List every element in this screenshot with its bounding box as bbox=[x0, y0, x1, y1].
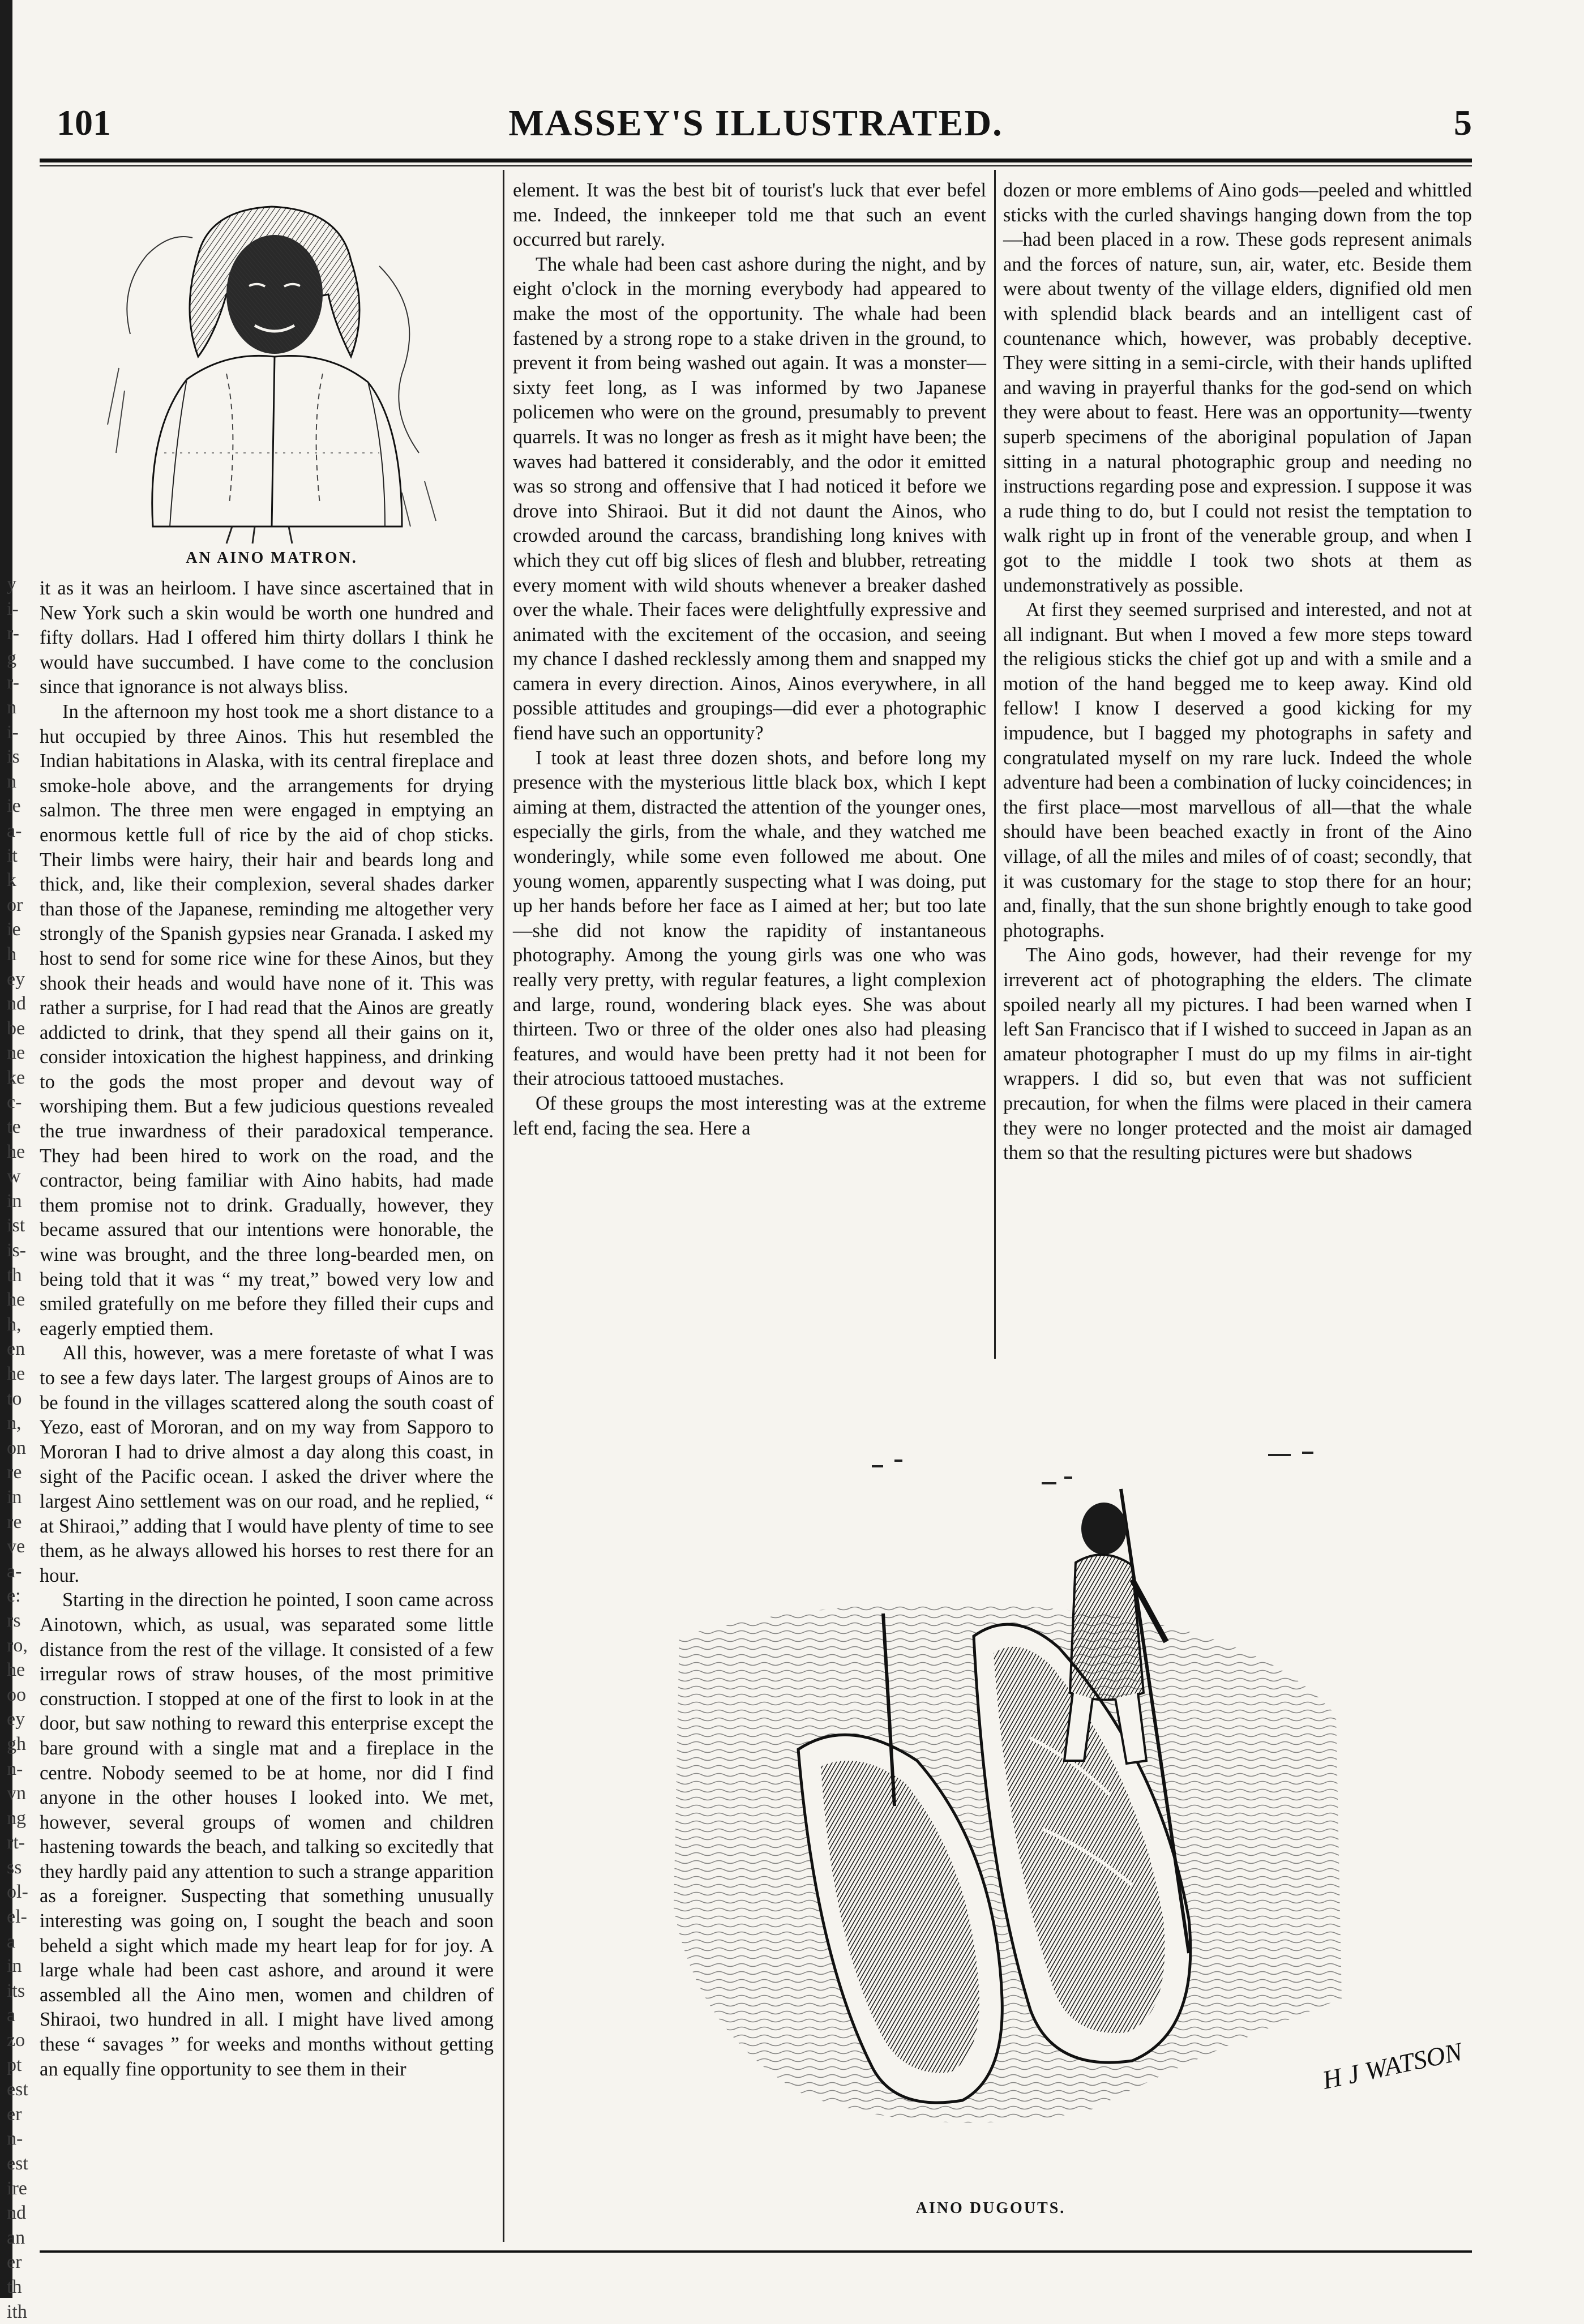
masthead-title: MASSEY'S ILLUSTRATED. bbox=[508, 102, 1003, 144]
gutter-fragment: e: bbox=[7, 1585, 21, 1607]
gutter-fragment: n bbox=[7, 696, 16, 718]
gutter-fragment: a bbox=[7, 2005, 16, 2026]
gutter-fragment: oo bbox=[7, 1684, 26, 1705]
gutter-fragment: est bbox=[7, 2153, 28, 2174]
gutter-fragment: re bbox=[7, 1511, 22, 1533]
page-header bbox=[40, 91, 1472, 159]
gutter-fragment: he bbox=[7, 1289, 25, 1311]
column-rule-1 bbox=[503, 170, 504, 2242]
gutter-fragment: h bbox=[7, 943, 16, 965]
gutter-fragment: n, bbox=[7, 1413, 22, 1434]
gutter-fragment: a- bbox=[7, 820, 22, 841]
gutter-fragment: r- bbox=[7, 623, 19, 644]
gutter-fragment: ey bbox=[7, 1709, 25, 1730]
gutter-fragment: it bbox=[7, 845, 18, 866]
gutter-fragment: or bbox=[7, 894, 23, 915]
gutter-fragment: gh bbox=[7, 1733, 26, 1754]
gutter-fragment: he bbox=[7, 1659, 25, 1681]
gutter-fragment: el- bbox=[7, 1906, 27, 1928]
gutter-fragment: k bbox=[7, 870, 16, 891]
gutter-fragment: pt bbox=[7, 2054, 22, 2075]
matron-caption: AN AINO MATRON. bbox=[186, 549, 358, 567]
paragraph: Starting in the direction he pointed, I soon came across Ainotown, which, as usual, was separated some little distance from the rest of the village. It consisted of a few irregular rows of straw houses, of the most primitive construction. I stopped at one of the first to look in at the door, but saw nothing to reward this enterprise except the bare ground with a single mat and a fireplace in the centre. Nobody seemed to be at home, nor did I find anyone in the other houses I looked into. We met, however, several groups of women and children hastening towards the beach, and talking so excitedly that they hardly paid any attention to such a strange apparition as a foreigner. Suspecting that something unusually interesting was going on, I sought the beach and soon beheld a sight which made my heart leap for for joy. A large whale had been cast ashore, and around it were assembled all the Aino men, women and children of Shiraoi, two hundred in all. I might have lived among these “ savages ” for weeks and months without getting an equally fine opportunity to see them in their bbox=[40, 1589, 494, 2080]
paragraph: In the afternoon my host took me a short distance to a hut occupied by three Ainos. This hut resembled the Indian habitations in Alaska, with its central fireplace and smoke-hole above, and the arrangements for drying salmon. The three men were engaged in emptying an enormous kettle full of rice by the aid of chop sticks. Their limbs were hairy, their hair and beards long and thick, and, like their complexion, several shades darker than those of the Japanese, reminding me altogether very strongly of the Spanish gypsies near Granada. I asked my host to send for some rice wine for these Ainos, but they shook their heads and would have none of it. This was rather a surprise, for I had read that the Ainos are greatly addicted to drink, that they spend all their gains on it, consider intoxication the highest happiness, and drinking to the gods the most proper and devout way of worshiping them. But a few judicious questions revealed the true inwardness of their paradoxical temperance. They had been hired to work on the road, and the contractor, being familiar with Aino habits, had made them promise not to drink. Gradually, however, they became assured that our intentions were honorable, the wine was brought, and the three long-bearded men, on being told that it was “ my treat,” bowed very low and smiled gratefully on me before they filled their cups and eagerly emptied them. bbox=[40, 700, 494, 1339]
gutter-fragment: er bbox=[7, 2103, 22, 2125]
gutter-fragment: er bbox=[7, 2252, 22, 2273]
gutter-fragment: n- bbox=[7, 2128, 23, 2150]
gutter-fragment: vn bbox=[7, 1783, 26, 1804]
gutter-fragment: w bbox=[7, 1166, 21, 1187]
gutter-fragment: nd bbox=[7, 993, 26, 1015]
gutter-fragment: rt- bbox=[7, 1832, 25, 1854]
footer-rule bbox=[40, 2250, 1472, 2253]
paragraph: I took at least three dozen shots, and before long my presence with the mysterious little black box, which I kept aiming at them, distracted the attention of the younger ones, especially the girls, from the whale, and they watched me wonderingly, while some even followed me about. One young women, apparently suspecting what I was doing, put up her hands before her face as I aimed at her; but too late—she did not know the rapidity of instantaneous photography. Among the young girls was one who was really very pretty, with regular features, a light complexion and large, round, wondering black eyes. She was about thirteen. Two or three of the older ones also had pleasing features, and would have been pretty had it not been for their atrocious tattooed mustaches. bbox=[513, 747, 986, 1090]
gutter-fragment: ie bbox=[7, 795, 21, 817]
gutter-fragment: i- bbox=[7, 721, 19, 743]
gutter-fragment: rs bbox=[7, 1610, 21, 1631]
gutter-fragment: ng bbox=[7, 1807, 26, 1829]
gutter-fragment: zo bbox=[7, 2030, 25, 2051]
gutter-fragment: in bbox=[7, 1486, 22, 1508]
gutter-fragment: ist bbox=[7, 1215, 25, 1236]
gutter-fragment: r- bbox=[7, 672, 19, 694]
aino-dugouts-illustration bbox=[532, 1398, 1465, 2197]
gutter-fragment: en bbox=[7, 1338, 25, 1360]
gutter-fragment: ire bbox=[7, 2177, 27, 2199]
column-2 bbox=[513, 178, 986, 1141]
gutter-fragment: est bbox=[7, 2079, 28, 2100]
gutter-fragment: he bbox=[7, 1141, 25, 1162]
gutter-fragment: ith bbox=[7, 2301, 27, 2322]
gutter-fragment: its bbox=[7, 1980, 25, 2001]
gutter-fragment: te bbox=[7, 1116, 21, 1138]
gutter-fragment: th bbox=[7, 1264, 22, 1286]
gutter-fragment: ve bbox=[7, 1536, 25, 1557]
paragraph: The whale had been cast ashore during the night, and by eight o'clock in the morning everybody had appeared to make the most of the opportunity. The whale had been fastened by a strong rope to a stake driven in the ground, to prevent it from being washed out again. It was a monster—sixty feet long, as I was informed by two Japanese policemen who were on the ground, presumably to prevent quarrels. It was no longer as fresh as it might have been; the waves had battered it considerably, and the odor it emitted was so strong and offensive that I had noticed it before we drove into Shiraoi. But it did not daunt the Ainos, who crowded around the carcass, brandishing long knives with which they cut off big slices of flesh and blubber, retreating every moment with wild shouts whenever a breaker dashed over the whale. Their faces were delightfully expressive and animated with the excitement of the occasion, and seeing my chance I dashed recklessly among them and snapped my camera in every direction. Ainos, Ainos everywhere, in all possible attitudes and groupings—did ever a photographic fiend have such an opportunity? bbox=[513, 253, 986, 744]
gutter-fragment: nd bbox=[7, 2202, 26, 2224]
paragraph: dozen or more emblems of Aino gods—peeled and whittled sticks with the curled shavings hanging down from the top—had been placed in a row. These gods represent animals and the forces of nature, sun, air, water, etc. Beside them were about twenty of the village elders, dignified old men with splendid black beards and an intelligent cast of countenance which, however, was probably deceptive. They were sitting in a semi-circle, with their hands uplifted and waving in prayerful thanks for the god-send on which they were about to feast. Here was an opportunity—twenty superb specimens of the aboriginal population of Japan sitting in a natural photographic group and needing no instructions regarding pose and expression. I suppose it was a rude thing to do, but I could not resist the temptation to walk right up in front of the venerable group, and when I got to the middle I took two shots at them as undemonstratively as possible. bbox=[1003, 179, 1472, 596]
gutter-fragment: be bbox=[7, 1017, 25, 1039]
gutter-fragment: ke bbox=[7, 1067, 25, 1088]
gutter-fragment: in bbox=[7, 1190, 22, 1212]
aino-matron-illustration bbox=[85, 187, 459, 543]
paragraph: element. It was the best bit of tourist's luck that ever befel me. Indeed, the innkeeper told me that such an event occurred but rarely. bbox=[513, 179, 986, 251]
column-1 bbox=[40, 576, 494, 2082]
paragraph: At first they seemed surprised and interested, and not at all indignant. But when I moved a few more steps toward the religious sticks the chief got up and with a smile and a motion of the hand begged me to keep away. Kind old fellow! I know I deserved a good kicking for my impudence, but I bagged my photographs in safety and congratulated myself on my rare luck. Indeed the whole adventure had been a combination of lucky coincidences; in the first place—most marvellous of all—that the whale should have been beached exactly in front of the Aino village, of all the miles and miles of of coast; secondly, that it was customary for the stage to stop there for an hour; and, finally, that the sun shone brightly enough to take good photographs. bbox=[1003, 599, 1472, 941]
paragraph: Of these groups the most interesting was at the extreme left end, facing the sea. Here a bbox=[513, 1092, 986, 1139]
gutter-fragment: an bbox=[7, 2227, 25, 2248]
gutter-fragment: on bbox=[7, 1437, 26, 1458]
gutter-fragment: ie bbox=[7, 919, 21, 940]
gutter-fragment: ol- bbox=[7, 1881, 28, 1903]
gutter-fragment: ss bbox=[7, 1856, 22, 1878]
artist-signature: H J WATSON bbox=[1320, 2036, 1465, 2095]
gutter-fragment: g bbox=[7, 647, 16, 669]
gutter-fragment: a bbox=[7, 1931, 16, 1952]
paragraph: All this, however, was a mere foretaste of what I was to see a few days later. The largest groups of Ainos are to be found in the villages scattered along the south coast of Yezo, east of Mororan, and on my way from Sapporo to Mororan I had to drive almost a day along this coast, in sight of the Pacific ocean. I asked the driver where the largest Aino settlement was on our road, and he replied, “ at Shiraoi,” adding that I would have plenty of time to see them, as he always allowed his horses to rest there for an hour. bbox=[40, 1342, 494, 1586]
gutter-fragment: n- bbox=[7, 1758, 23, 1779]
header-rule-thin bbox=[40, 165, 1472, 166]
gutter-fragment: is bbox=[7, 746, 20, 768]
gutter-fragment: th bbox=[7, 2276, 22, 2297]
page-number-right: 5 bbox=[1454, 102, 1472, 143]
paragraph: it as it was an heirloom. I have since ascertained that in New York such a skin would be worth one hundred and fifty dollars. Had I offered him thirty dollars I think he would have succumbed. I have come to the conclusion since that ignorance is not always bliss. bbox=[40, 577, 494, 698]
gutter-fragment: y bbox=[7, 573, 16, 594]
header-rule bbox=[40, 159, 1472, 162]
adjacent-page-fragments bbox=[7, 572, 27, 2324]
dugouts-caption: AINO DUGOUTS. bbox=[915, 2199, 1066, 2217]
gutter-fragment: h, bbox=[7, 1313, 22, 1335]
paragraph: The Aino gods, however, had their revenge for my irreverent act of photographing the elders. The climate spoiled nearly all my pictures. I had been warned when I left San Francisco that if I wished to succeed in Japan as an amateur photographer I must do up my films in air-tight wrappers. I did so, but even that was not sufficient precaution, for when the films were placed in their camera they were no longer protected and the moist air damaged them so that the resulting pictures were but shadows bbox=[1003, 944, 1472, 1164]
gutter-fragment: a- bbox=[7, 1560, 22, 1582]
gutter-fragment: in bbox=[7, 1955, 22, 1977]
gutter-fragment: is- bbox=[7, 1240, 26, 1261]
gutter-fragment: to bbox=[7, 1388, 22, 1409]
column-rule-2 bbox=[994, 170, 996, 1359]
gutter-fragment: ro, bbox=[7, 1634, 28, 1656]
gutter-fragment: ey bbox=[7, 968, 25, 990]
gutter-fragment: i- bbox=[7, 598, 19, 619]
column-3 bbox=[1003, 178, 1472, 1166]
gutter-fragment: n bbox=[7, 771, 16, 792]
gutter-fragment: c- bbox=[7, 1092, 22, 1113]
gutter-fragment: re bbox=[7, 1462, 22, 1483]
gutter-fragment: he bbox=[7, 1363, 25, 1384]
gutter-fragment: ne bbox=[7, 1042, 25, 1064]
page-number-left: 101 bbox=[57, 102, 111, 143]
